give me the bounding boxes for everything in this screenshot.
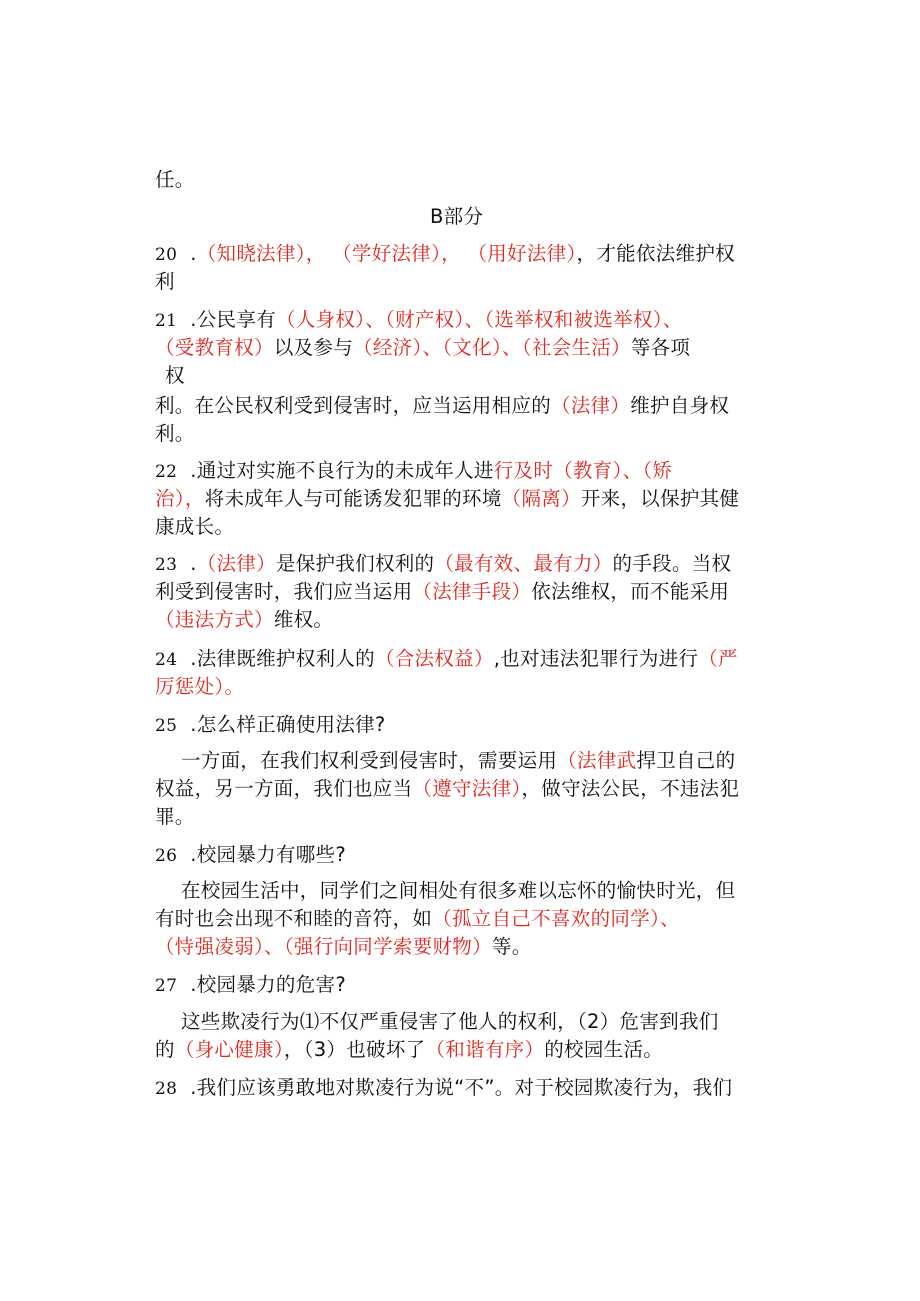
text-segment: ,也对违法犯罪行为进行 [493, 647, 699, 670]
answer-text: （遵守法律） [412, 777, 522, 800]
answer-text: （人身权）、（财产权）、（选举权和被选举权）、 [275, 308, 683, 331]
text-segment: .我们应该勇敢地对欺凌行为说“不”。对于校园欺凌行为，我们 [177, 1076, 733, 1099]
text-line [165, 362, 775, 389]
text-segment: 以及参与 [273, 336, 354, 359]
answer-text: （违法方式） [155, 608, 274, 631]
question-number: 22 [155, 462, 178, 482]
question-number: 27 [155, 976, 178, 996]
text-segment: 的手段。当权 [612, 552, 732, 575]
text-segment: 任。 [155, 168, 195, 191]
text-line [155, 803, 765, 830]
text-segment: 捍卫自己的 [636, 749, 736, 772]
question-number: 24 [155, 650, 178, 670]
text-segment: .怎么样正确使用法律? [177, 713, 386, 736]
text-segment: 权 [165, 364, 185, 387]
text-segment: . [177, 552, 197, 575]
text-segment: 的 [155, 1038, 175, 1061]
text-segment: B部分 [430, 205, 484, 228]
text-line [155, 268, 765, 295]
text-line [155, 747, 765, 774]
text-segment: 维护自身权 [630, 394, 730, 417]
text-line [155, 306, 765, 335]
text-line [155, 1074, 765, 1103]
text-segment: ，（3）也破坏了 [283, 1038, 426, 1061]
text-line [155, 166, 765, 193]
answer-text: （用好法律） [467, 242, 577, 265]
answer-text: 行及时（教育）、（矫 [493, 459, 673, 482]
text-segment: .公民享有 [177, 308, 276, 331]
text-segment: .通过对实施不良行为的未成年人进 [177, 459, 494, 482]
question-number: 21 [155, 311, 178, 331]
answer-text: （法律手段） [412, 580, 532, 603]
text-line [155, 334, 765, 361]
answer-text: （隔离） [501, 487, 581, 510]
text-segment: 开来，以保护其健 [580, 487, 740, 510]
text-line [155, 711, 765, 740]
text-line [155, 775, 765, 802]
text-line [155, 841, 765, 870]
text-line [155, 877, 765, 904]
text-line [155, 240, 765, 269]
text-segment: 等各项 [630, 336, 691, 359]
question-number: 20 [155, 245, 178, 265]
text-line [155, 392, 765, 419]
text-segment: 利。 [155, 422, 195, 445]
text-line [155, 606, 765, 633]
text-line [155, 420, 765, 447]
text-line [155, 645, 765, 674]
text-segment: 是保护我们权利的 [275, 552, 435, 575]
text-segment: 这些欺凌行为⑴不仅严重侵害了他人的权利，（2）危害到我们 [155, 1010, 719, 1033]
question-number: 26 [155, 846, 178, 866]
question-number: 23 [155, 555, 178, 575]
text-line [155, 550, 765, 579]
text-segment: 在校园生活中，同学们之间相处有很多难以忘怀的愉快时光，但 [155, 879, 736, 902]
text-segment: 罪。 [155, 805, 195, 828]
answer-text: （学好法律）， [332, 242, 461, 265]
answer-text: （恃强凌弱）、（强行向同学索要财物） [155, 935, 492, 958]
text-line [155, 513, 765, 540]
question-number: 28 [155, 1079, 178, 1099]
text-segment: 将未成年人与可能诱发犯罪的环境 [204, 487, 502, 510]
text-segment: .校园暴力有哪些? [177, 843, 346, 866]
text-line [155, 485, 765, 512]
text-segment: 利受到侵害时，我们应当运用 [155, 580, 413, 603]
text-segment: 依法维权，而不能采用 [531, 580, 730, 603]
answer-text: 厉惩处）。 [155, 675, 245, 698]
answer-text: （最有效、最有力） [434, 552, 613, 575]
text-segment: 康成长。 [155, 515, 235, 538]
text-segment: ，做守法公民，不违法犯 [521, 777, 740, 800]
answer-text: 治）， [155, 487, 205, 510]
text-segment: 等。 [491, 935, 532, 958]
answer-text: （孤立自己不喜欢的同学）、 [432, 907, 680, 930]
text-segment: 利。在公民权利受到侵害时，应当运用相应的 [155, 394, 552, 417]
text-segment: . [177, 242, 197, 265]
answer-text: （合法权益） [374, 647, 494, 670]
text-line [155, 457, 765, 486]
answer-text: （法律） [196, 552, 276, 575]
answer-text: （身心健康） [174, 1038, 284, 1061]
text-segment: 维权。 [273, 608, 334, 631]
text-segment: ，才能依法维护权 [576, 242, 735, 265]
text-line [430, 203, 920, 230]
answer-text: （知晓法律）， [196, 242, 326, 265]
text-segment: .法律既维护权利人的 [177, 647, 375, 670]
text-segment: 利 [155, 270, 175, 293]
answer-text: （和谐有序） [425, 1038, 545, 1061]
answer-text: （经济）、（文化）、（社会生活） [353, 336, 631, 359]
text-line [155, 971, 765, 1000]
question-number: 25 [155, 716, 178, 736]
text-line [155, 578, 765, 605]
text-segment: 一方面，在我们权利受到侵害时，需要运用 [155, 749, 558, 772]
answer-text: （法律武 [557, 749, 637, 772]
text-line [155, 1008, 765, 1035]
text-line [155, 673, 765, 700]
answer-text: （法律） [551, 394, 631, 417]
text-line [155, 1036, 765, 1063]
text-segment: 的校园生活。 [544, 1038, 664, 1061]
text-segment: 有时也会出现不和睦的音符，如 [155, 907, 433, 930]
answer-text: （严 [698, 647, 738, 670]
text-line [155, 933, 765, 960]
text-segment: 权益，另一方面，我们也应当 [155, 777, 413, 800]
text-segment: .校园暴力的危害? [177, 973, 346, 996]
answer-text: （受教育权） [155, 336, 274, 359]
text-line [155, 905, 765, 932]
